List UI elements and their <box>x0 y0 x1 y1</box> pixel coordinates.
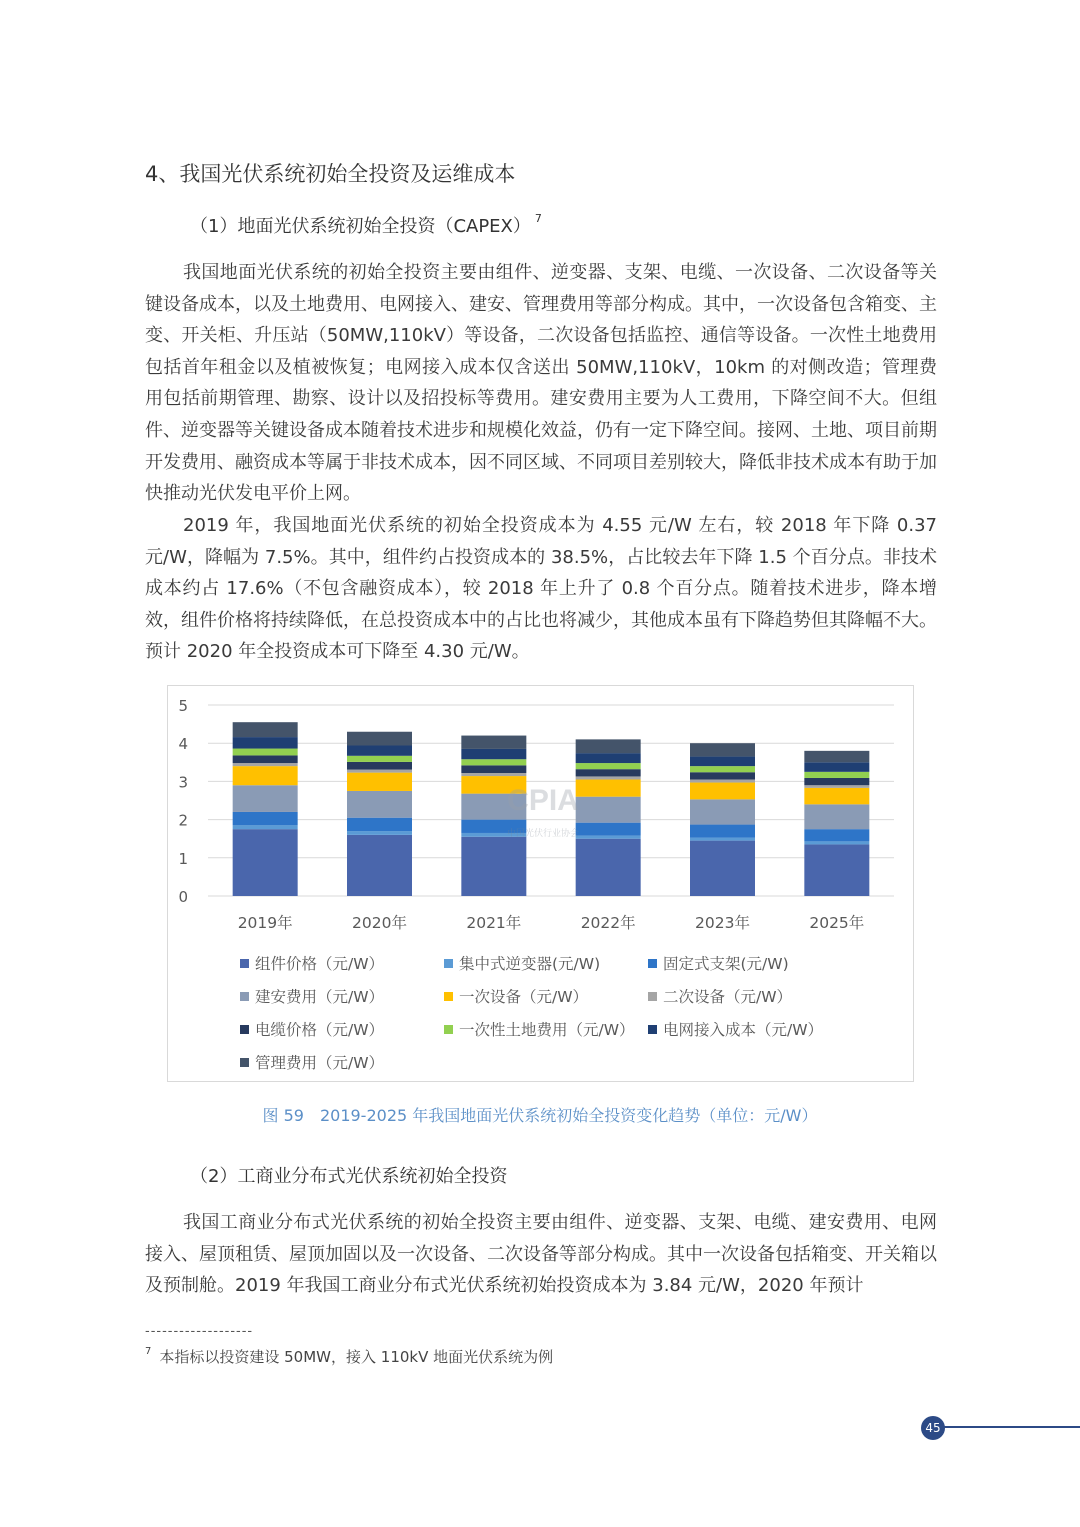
x-tick-label: 2021年 <box>466 914 522 932</box>
bar-segment <box>233 812 298 825</box>
legend-label: 管理费用（元/W） <box>255 1054 385 1072</box>
bar-segment <box>690 825 755 838</box>
bar-segment <box>233 785 298 812</box>
bar-segment <box>461 837 526 896</box>
x-tick-label: 2023年 <box>695 914 750 932</box>
bar-segment <box>576 769 641 776</box>
legend-swatch <box>648 992 657 1001</box>
legend-item <box>444 952 648 974</box>
bar-segment <box>461 736 526 749</box>
bar-segment <box>347 770 412 773</box>
legend-swatch <box>240 959 249 968</box>
cpia-watermark <box>507 784 579 839</box>
bar-segment <box>233 766 298 785</box>
legend-item <box>240 952 444 974</box>
bar-segment <box>576 763 641 769</box>
paragraph-distributed: 我国工商业分布式光伏系统的初始全投资主要由组件、逆变器、支架、电缆、建安费用、电网接入、屋顶租赁、屋顶加固以及一次设备、二次设备等部分构成。其中一次设备包括箱变、开关箱以及预制舱。2019 年我国工商业分布式光伏系统初始投资成本为 3.84 元/W，2020 年预计 <box>145 1212 937 1297</box>
legend-item <box>648 1018 868 1040</box>
bar-segment <box>576 823 641 836</box>
legend-swatch <box>240 1025 249 1034</box>
bar-segment <box>804 785 869 788</box>
y-tick-label: 2 <box>178 811 188 830</box>
footnote-divider: ------------------- <box>145 1324 254 1339</box>
bar-segment <box>576 753 641 763</box>
legend-item <box>648 952 868 974</box>
bar-segment <box>804 751 869 762</box>
bar-segment <box>690 743 755 756</box>
legend-swatch <box>648 1025 657 1034</box>
bar-segment <box>690 772 755 779</box>
bar-segment <box>233 825 298 829</box>
bar-segment <box>576 797 641 823</box>
bar-segment <box>347 835 412 896</box>
bar-segment <box>461 765 526 773</box>
legend-label: 一次设备（元/W） <box>459 988 589 1006</box>
y-tick-label: 1 <box>178 849 188 868</box>
legend-label: 电缆价格（元/W） <box>255 1021 385 1039</box>
bar-segment <box>461 759 526 765</box>
bar-segment <box>576 776 641 779</box>
bar-segment <box>804 844 869 896</box>
bar-segment <box>347 818 412 831</box>
bar-segment <box>233 755 298 763</box>
x-tick-label: 2019年 <box>237 914 293 932</box>
legend-swatch <box>444 959 453 968</box>
legend-swatch <box>648 959 657 968</box>
watermark-subtext: 中国光伏行业协会 <box>506 829 580 839</box>
legend-label: 一次性土地费用（元/W） <box>459 1021 635 1039</box>
footnote <box>145 1346 553 1367</box>
bar-segment <box>690 783 755 800</box>
bar-segment <box>804 841 869 844</box>
bar-segment <box>347 732 412 746</box>
legend-item <box>648 985 868 1007</box>
y-tick-label: 4 <box>178 735 188 754</box>
paragraph-capex-2019: 2019 年，我国地面光伏系统的初始全投资成本为 4.55 元/W 左右，较 2018 年下降 0.37 元/W，降幅为 7.5%。其中，组件约占投资成本的 38.5%，占比较去年下降 1.5 个百分点。非技术成本约占 17.6%（不包含融资成本），较 2018 年上升了 0.8 个百分点。随着技术进步，降本增效，组件价格将持续降低，在总投资成本中的占比也将减少，其他成本虽有下降趋势但其降幅不大。预计 2020 年全投资成本可下降至 4.30 元/W。 <box>145 515 937 663</box>
bar-segment <box>233 722 298 737</box>
legend-label: 集中式逆变器(元/W) <box>459 955 601 973</box>
paragraph-capex-composition: 我国地面光伏系统的初始全投资主要由组件、逆变器、支架、电缆、一次设备、二次设备等关键设备成本，以及土地费用、电网接入、建安、管理费用等部分构成。其中，一次设备包含箱变、主变、开关柜、升压站（50MW,110kV）等设备，二次设备包括监控、通信等设备。一次性土地费用包括首年租金以及植被恢复；电网接入成本仅含送出 50MW,110kV，10km 的对侧改造；管理费用包括前期管理、勘察、设计以及招投标等费用。建安费用主要为人工费用，下降空间不大。但组件、逆变器等关键设备成本随着技术进步和规模化效益，仍有一定下降空间。接网、土地、项目前期开发费用、融资成本等属于非技术成本，因不同区域、不同项目差别较大，降低非技术成本有助于加快推动光伏发电平价上网。 <box>145 262 937 505</box>
bar-segment <box>804 772 869 778</box>
bar-segment <box>347 756 412 762</box>
subsection-label: （1）地面光伏系统初始全投资（CAPEX） <box>190 216 531 237</box>
bar-segment <box>690 779 755 782</box>
section-heading: 4、我国光伏系统初始全投资及运维成本 <box>145 162 516 186</box>
bar-segment <box>461 773 526 776</box>
bar-segment <box>347 791 412 818</box>
legend-label: 组件价格（元/W） <box>255 955 385 973</box>
legend-label: 二次设备（元/W） <box>663 988 793 1006</box>
x-tick-label: 2022年 <box>580 914 636 932</box>
legend-item <box>444 985 648 1007</box>
bar-segment <box>690 766 755 772</box>
x-tick-label: 2025年 <box>809 914 865 932</box>
bar-segment <box>347 831 412 835</box>
figure-chart <box>167 685 914 1082</box>
bar-segment <box>804 829 869 841</box>
chart-legend <box>240 952 900 1073</box>
bar-segment <box>690 838 755 841</box>
subsection-heading-capex <box>190 212 542 238</box>
bar-segment <box>804 804 869 829</box>
page-number-line <box>944 1426 1080 1428</box>
bar-segment <box>576 839 641 896</box>
bar-segment <box>576 739 641 753</box>
bar-segment <box>233 763 298 766</box>
bar-segment <box>347 762 412 770</box>
legend-label: 电网接入成本（元/W） <box>663 1021 824 1039</box>
bar-segment <box>233 749 298 756</box>
legend-item <box>240 985 444 1007</box>
legend-swatch <box>240 1058 249 1067</box>
bar-segment <box>690 841 755 896</box>
y-tick-label: 0 <box>178 888 188 906</box>
legend-item <box>240 1018 444 1040</box>
footnote-number: 7 <box>145 1346 152 1357</box>
figure-caption: 图 59 2019-2025 年我国地面光伏系统初始全投资变化趋势（单位：元/W） <box>262 1106 818 1125</box>
subsection-heading-distributed: （2）工商业分布式光伏系统初始全投资 <box>190 1166 508 1187</box>
y-tick-label: 3 <box>178 773 188 792</box>
page-number: 45 <box>921 1416 945 1440</box>
bar-segment <box>233 737 298 748</box>
bar-segment <box>461 749 526 759</box>
bar-segment <box>347 745 412 755</box>
bar-segment <box>690 757 755 767</box>
watermark-logo-text: CPIA <box>507 784 579 817</box>
bar-segment <box>576 779 641 796</box>
legend-swatch <box>444 1025 453 1034</box>
x-tick-label: 2020年 <box>352 914 407 932</box>
footnote-ref[interactable]: 7 <box>534 212 542 225</box>
bar-segment <box>347 773 412 791</box>
legend-item <box>444 1018 648 1040</box>
bar-segment <box>804 788 869 804</box>
footnote-text: 本指标以投资建设 50MW，接入 110kV 地面光伏系统为例 <box>159 1348 554 1366</box>
legend-label: 固定式支架(元/W) <box>663 955 789 973</box>
bar-segment <box>804 778 869 785</box>
bar-segment <box>690 799 755 824</box>
legend-swatch <box>444 992 453 1001</box>
bar-segment <box>233 829 298 896</box>
y-tick-label: 5 <box>178 697 188 715</box>
bar-segment <box>804 762 869 772</box>
bar-segment <box>576 836 641 839</box>
legend-label: 建安费用（元/W） <box>255 988 385 1006</box>
legend-item <box>240 1051 444 1073</box>
legend-swatch <box>240 992 249 1001</box>
